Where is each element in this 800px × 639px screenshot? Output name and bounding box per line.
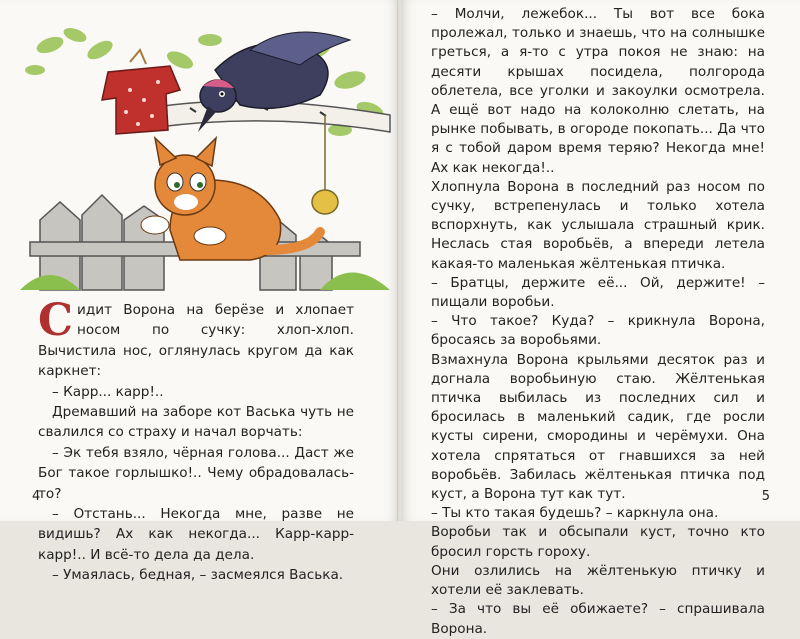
page-number-left: 4	[32, 489, 41, 504]
page-number-right: 5	[761, 489, 770, 504]
yellow-bag	[312, 190, 338, 214]
paragraph-4: – Эк тебя взяло, чёрная голова... Даст же Бог такое горлышко!.. Чему обрадовалась-то?	[38, 444, 354, 502]
paragraph-8: Они озлились на жёлтенькую птичку и хотели её заклевать.	[431, 562, 765, 599]
crow-and-cat-illustration	[20, 20, 390, 290]
paragraph-1: Сидит Ворона на берёзе и хлопает носом по сучку: хлоп-хлоп. Вычистила нос, оглянулась кругом да как каркнет:	[38, 295, 354, 380]
paragraph-3: – Братцы, держите её... Ой, держите! – пищали воробьи.	[431, 274, 765, 311]
paragraph-2: Хлопнула Ворона в последний раз носом по сучку, встрепенулась и только хотела вспорхнуть, как услышала страшный крик. Неслась стая воробьёв, а впереди летела какая-то маленькая жёлтенькая птичка.	[431, 178, 765, 272]
paragraph-2: – Карр... карр!..	[52, 383, 164, 400]
paragraph-6: – Ты кто такая будешь? – каркнула она.	[431, 505, 719, 522]
paragraph-5: Взмахнула Ворона крыльями десяток раз и догнала воробьиную стаю. Жёлтенькая птичка выбилась из последних сил и бросилась в маленький садик, где росли кусты сирени, смородины и черёмухи. Она хотела спрятаться от гнавшихся за ней воробьёв. Забилась жёлтенькая птичка под куст, а Ворона тут как тут.	[431, 351, 765, 503]
right-page-text	[431, 5, 765, 639]
right-page	[401, 0, 800, 637]
paragraph-1: – Молчи, лежебок... Ты вот все бока пролежал, только и знаешь, что на солнышке греться, а я-то с утра покоя не знаю: на десяти крышах посидела, полгорода облетела, все уголки и закоулки осмотрела. А ещё вот надо на колоколню слетать, на рынке побывать, в огороде покопать... Да что я с тобой даром время теряю? Некогда мне! Ах как некогда!..	[431, 6, 765, 176]
paragraph-9: – За что вы её обижаете? – спрашивала Ворона.	[431, 601, 765, 637]
paragraph-4: – Что такое? Куда? – крикнула Ворона, бросаясь за воробьями.	[431, 313, 765, 349]
paragraph-7: Воробьи так и обсыпали куст, точно кто бросил горсть гороху.	[431, 524, 765, 560]
dropcap-letter: С	[38, 295, 74, 346]
paragraph-5: – Отстань... Некогда мне, разве не видишь? Ах как некогда... Карр-карр-карр!.. И всё-то дела да дела.	[38, 506, 354, 563]
paragraph-3: Дремавший на заборе кот Васька чуть не свалился со страху и начал ворчать:	[38, 404, 354, 441]
left-page-text	[38, 295, 354, 586]
paragraph-6: – Умаялась, бедная, – засмеялся Васька.	[52, 567, 344, 584]
left-page	[0, 0, 399, 584]
